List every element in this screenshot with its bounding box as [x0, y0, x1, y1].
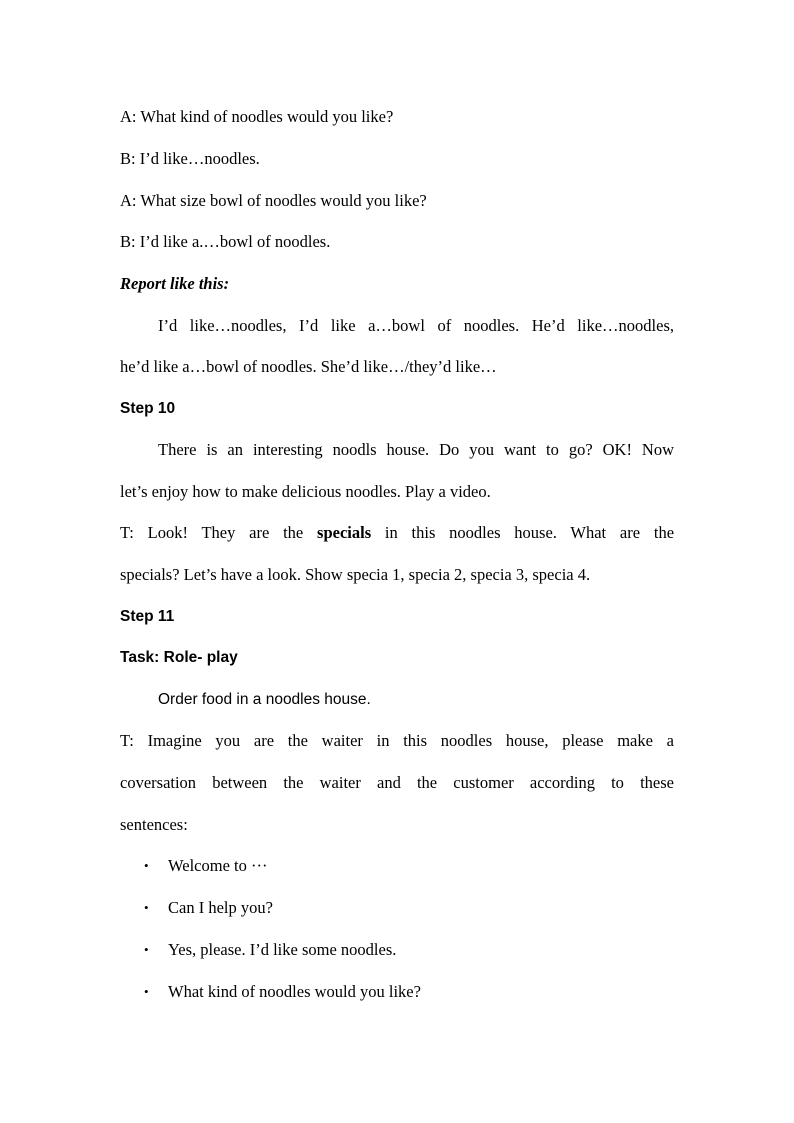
step10-teacher-line-2: specials? Let’s have a look. Show specia 1, specia 2, specia 3, specia 4.: [120, 565, 591, 584]
bullet-icon: •: [144, 858, 149, 873]
teacher-line-end: in this noodles house. What are the: [384, 523, 674, 542]
step10-paragraph-line-2: let’s enjoy how to make delicious noodles. Play a video.: [120, 482, 491, 501]
report-line-2: he’d like a…bowl of noodles. She’d like…/they’d like…: [120, 357, 497, 376]
bullet-item: [144, 856, 267, 876]
dialogue-line-4: B: I’d like a.…bowl of noodles.: [120, 232, 331, 251]
bullet-icon: •: [144, 984, 149, 999]
step10-teacher-line-1: [120, 523, 674, 543]
bullet-text: Can I help you?: [168, 898, 273, 917]
dialogue-line-2: B: I’d like…noodles.: [120, 149, 260, 168]
step10-paragraph-line-1: There is an interesting noodls house. Do you want to go? OK! Now: [158, 440, 674, 459]
bullet-text: Welcome to ···: [168, 856, 268, 875]
step11-teacher-line-1: T: Imagine you are the waiter in this noodles house, please make a: [120, 731, 674, 750]
dialogue-line-1: A: What kind of noodles would you like?: [120, 107, 394, 126]
order-food-line: Order food in a noodles house.: [158, 691, 371, 708]
step11-teacher-line-3: sentences:: [120, 815, 188, 834]
report-heading: Report like this:: [120, 274, 230, 293]
dialogue-line-3: A: What size bowl of noodles would you like?: [120, 191, 427, 210]
bullet-icon: •: [144, 942, 149, 957]
bullet-icon: •: [144, 900, 149, 915]
task-label: Task:: [120, 649, 160, 666]
step11-teacher-line-2: coversation between the waiter and the customer according to these: [120, 773, 674, 792]
report-line-1: I’d like…noodles, I’d like a…bowl of noodles. He’d like…noodles,: [158, 316, 674, 335]
task-value: Role- play: [163, 649, 238, 666]
bullet-item: [144, 940, 396, 960]
task-line: [120, 648, 674, 668]
bullet-item: [144, 898, 273, 918]
bullet-text: Yes, please. I’d like some noodles.: [168, 940, 397, 959]
specials-keyword: specials: [317, 523, 372, 542]
bullet-item: [144, 982, 421, 1002]
step11-heading: Step 11: [120, 608, 175, 625]
teacher-line-start: T: Look! They are the: [120, 523, 304, 542]
bullet-text: What kind of noodles would you like?: [168, 982, 421, 1001]
step10-heading: Step 10: [120, 400, 176, 417]
